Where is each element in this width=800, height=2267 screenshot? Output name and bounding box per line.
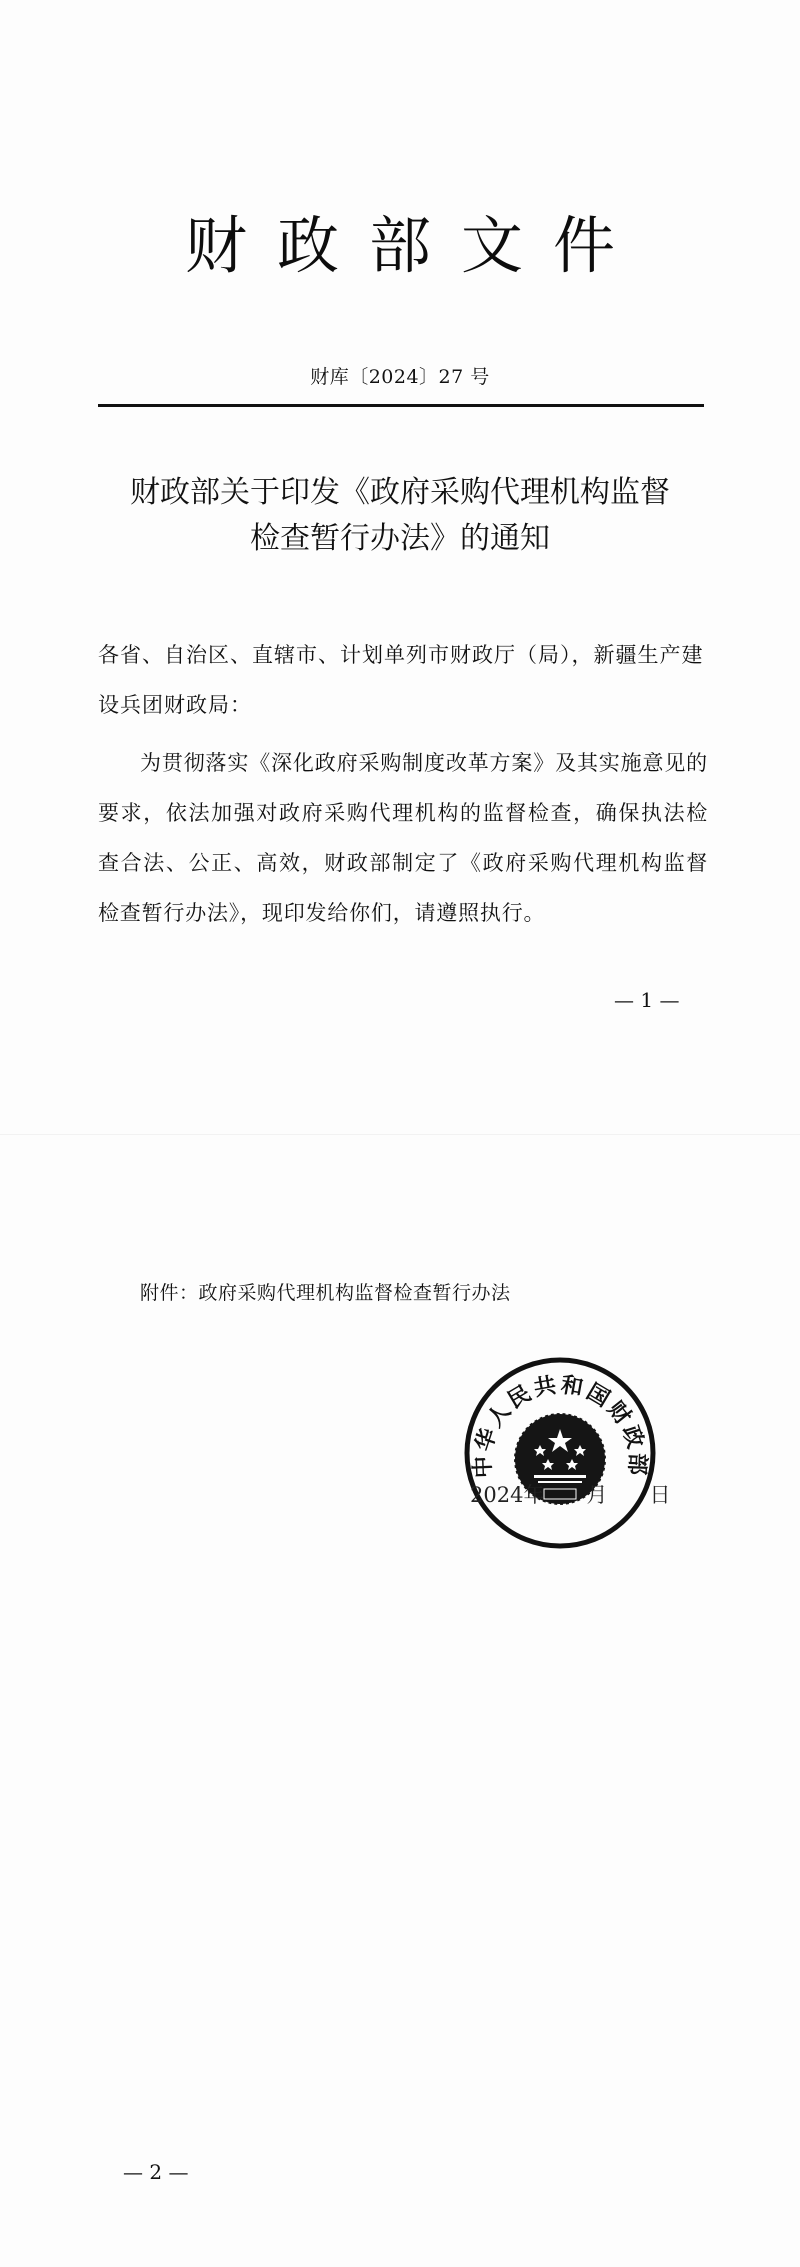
page-number: — 2 — [123,2160,189,2184]
attachment-line: 附件：政府采购代理机构监督检查暂行办法 [140,1282,511,1304]
issuer-header: 财政部文件 [184,209,645,282]
seal-icon [462,1355,658,1551]
addressee-text: 各省、自治区、直辖市、计划单列市财政厅（局），新疆生产建设兵团财政局： [98,643,704,717]
body-block [98,738,708,938]
document-title [0,470,800,562]
header-divider [98,404,704,407]
body-paragraph: 为贯彻落实《深化政府采购制度改革方案》及其实施意见的要求，依法加强对政府采购代理机构的监督检查，确保执法检查合法、公正、高效，财政部制定了《政府采购代理机构监督检查暂行办法》，现印发给你们，请遵照执行。 [98,751,708,925]
official-seal [462,1355,658,1551]
signing-date: 2024年 月 日 [470,1483,671,1507]
page-number: — 1 — [614,988,680,1012]
document-title-line-2: 检查暂行办法》的通知 [250,521,550,556]
addressee-block [98,630,708,730]
svg-text:中华人民共和国财政部: 中华人民共和国财政部 [470,1372,650,1479]
document-title-line-1: 财政部关于印发《政府采购代理机构监督 [130,475,670,510]
document-number: 财库〔2024〕27 号 [310,366,490,388]
